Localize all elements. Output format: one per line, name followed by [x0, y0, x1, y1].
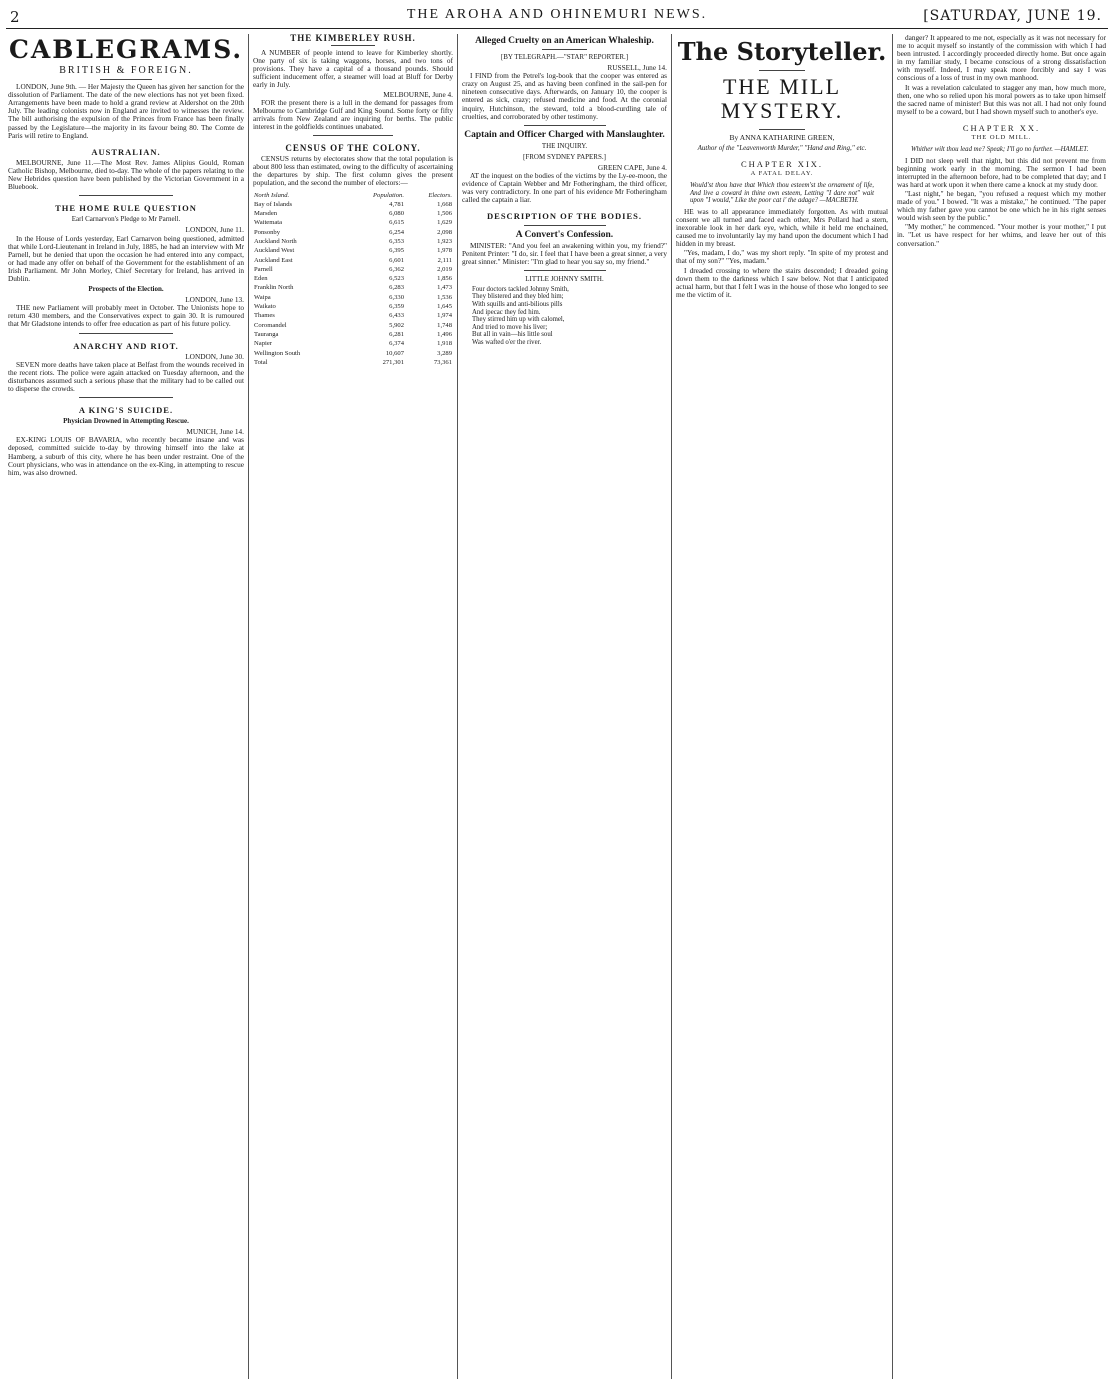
- column-rule: [457, 34, 458, 1379]
- article-paragraph: AT the inquest on the bodies of the victims by the Ly-ee-moon, the evidence of Captain Webber and Mr Fotheringham, the third officer, was very contradictory. In one part of his evidence Mr Fotheringham called the captain a liar.: [462, 171, 667, 205]
- census-row: [253, 321, 453, 330]
- column-news: [462, 34, 667, 1379]
- electors-value: 1,856: [437, 275, 452, 283]
- divider: [524, 225, 606, 226]
- whaleship-source: [BY TELEGRAPH.—"STAR" REPORTER.]: [500, 53, 629, 61]
- electors-value: 1,536: [437, 293, 452, 301]
- storyteller-heading: The Storyteller.: [677, 37, 887, 66]
- article-paragraph: In the House of Lords yesterday, Earl Carnarvon being questioned, admitted that while Lord-Lieutenant in Ireland in July, 1885, he had an interview with Mr Parnell, but he denied that upon the occasion he had entered into any compact, or had made any offer on behalf of the Government for the establishment of an Irish Parliament. Mr John Morley, Chief Secretary for Ireland, has arrived in Dublin.: [8, 233, 244, 283]
- electors-value: 1,473: [437, 284, 452, 292]
- article-paragraph: EX-KING LOUIS OF BAVARIA, who recently became insane and was deposed, committed suicide to-day by throwing himself into the lake at Hamberg, a suburb of this city, where he has been under restraint. One of the Court physicians, who was in attendance on the ex-King, in attempting to rescue him, was also drowned.: [8, 435, 244, 477]
- chapter-epigraph: Whither wilt thou lead me? Speak; I'll go no further. —HAMLET.: [911, 146, 1089, 154]
- column-rule: [671, 34, 672, 1379]
- poem-line: They blistered and they bled him;: [472, 293, 564, 301]
- census-row: [253, 246, 453, 255]
- cablegrams-heading: CABLEGRAMS.: [8, 35, 244, 64]
- column-rule: [892, 34, 893, 1379]
- column-story-continued: [897, 34, 1106, 1379]
- article-paragraph: SEVEN more deaths have taken place at Belfast from the wounds received in the recent riots. The police were again attacked on Tuesday afternoon, and the disturbances assumed such a serious phase that the military had to be called out to disperse the crowds.: [8, 359, 244, 393]
- story-title: THE MILL MYSTERY.: [720, 74, 844, 123]
- electors-value: 1,974: [437, 312, 452, 320]
- population-value: 6,374: [389, 340, 404, 348]
- kimberley-heading: THE KIMBERLEY RUSH.: [290, 34, 416, 43]
- census-total-elec: 73,361: [433, 358, 452, 366]
- census-col-header: Electors.: [428, 191, 452, 199]
- electors-value: 1,629: [437, 219, 452, 227]
- poem-line: They stirred him up with calomel,: [472, 316, 565, 324]
- king-suicide-heading: A KING'S SUICIDE.: [78, 405, 174, 416]
- story-paragraph: I dreaded crossing to where the stairs descended; I dreaded going down them to the darkness which I saw below. Not that I anticipated actual harm, but that I felt I was in the house of those who longed to see me the victim of it.: [676, 265, 888, 299]
- chapter-heading: CHAPTER XX.: [962, 122, 1041, 133]
- electors-value: 1,978: [437, 247, 452, 255]
- electors-value: 1,668: [437, 200, 452, 208]
- king-suicide-subheading: Physician Drowned in Attempting Rescue.: [63, 417, 189, 426]
- electorate-name: Tauranga: [254, 330, 279, 338]
- population-value: 6,523: [389, 275, 404, 283]
- poem-line: Was wafted o'er the river.: [472, 339, 542, 347]
- dateline: RUSSELL, June 14.: [607, 63, 667, 73]
- population-value: 6,601: [389, 256, 404, 264]
- column-storyteller: [676, 34, 888, 1379]
- page-number: 2: [10, 8, 20, 26]
- whaleship-heading: Alleged Cruelty on an American Whaleship.: [475, 36, 654, 46]
- electorate-name: Auckland West: [254, 247, 295, 255]
- australian-heading: AUSTRALIAN.: [91, 146, 161, 157]
- story-paragraph: HE was to all appearance immediately forgotten. As with mutual consent we all turned and faced each other, Mrs Pollard had a stern, inexorable look in her dark eye, which, while it held me enchained, caused me to involuntarily lay my hand upon the document which I had hidden in my breast.: [676, 206, 888, 249]
- dateline: LONDON, June 11.: [185, 225, 244, 235]
- divider: [331, 45, 375, 46]
- poem-line: And tried to move his liver;: [472, 323, 548, 331]
- census-header-row: [253, 191, 453, 200]
- electorate-name: Waikato: [254, 303, 276, 311]
- article-paragraph: A NUMBER of people intend to leave for Kimberley shortly. One party of six is taking waggons, horses, and two tons of provisions. They have a capital of a thousand pounds. Should sufficient inducement offer, a steamer will load at Bluff for Derby early in July.: [253, 48, 453, 90]
- census-row: [253, 349, 453, 358]
- poem: [472, 286, 657, 347]
- prospects-heading: Prospects of the Election.: [88, 285, 164, 294]
- census-col-header: Population.: [373, 191, 404, 199]
- column-cablegrams: [8, 34, 244, 1379]
- population-value: 6,359: [389, 303, 404, 311]
- population-value: 6,433: [389, 312, 404, 320]
- electors-value: 1,496: [437, 330, 452, 338]
- electors-value: 1,645: [437, 303, 452, 311]
- population-value: 6,330: [389, 293, 404, 301]
- divider: [524, 270, 606, 271]
- electorate-name: Coromandel: [254, 321, 287, 329]
- divider: [542, 49, 587, 50]
- poem-line: Four doctors tackled Johnny Smith,: [472, 285, 569, 293]
- electors-value: 1,506: [437, 210, 452, 218]
- census-total-pop: 271,301: [382, 358, 404, 366]
- british-foreign-subheading: BRITISH & FOREIGN.: [59, 65, 193, 76]
- chapter-epigraph: Would'st thou have that Which thou esteem'st the ornament of life, And live a coward in thine own esteem, Letting "I dare not" wait upon "I would," Like the poor cat i' the adage? —MACBETH.: [690, 182, 874, 205]
- divider: [759, 70, 806, 71]
- masthead: [6, 6, 1108, 29]
- home-rule-subheading: Earl Carnarvon's Pledge to Mr Parnell.: [71, 215, 181, 224]
- population-value: 6,395: [389, 247, 404, 255]
- chapter-heading: CHAPTER XIX.: [740, 159, 824, 170]
- census-row: [253, 293, 453, 302]
- dateline: GREEN CAPE, June 4.: [597, 162, 667, 172]
- electors-value: 3,289: [437, 349, 452, 357]
- census-row: [253, 228, 453, 237]
- electorate-name: Wellington South: [254, 349, 301, 357]
- census-row: [253, 237, 453, 246]
- electors-value: 2,111: [437, 256, 452, 264]
- electorate-name: Bay of Islands: [254, 200, 293, 208]
- column-kimberley-census: [253, 34, 453, 1379]
- electors-value: 1,748: [437, 321, 452, 329]
- story-byline: By ANNA KATHARINE GREEN,: [729, 133, 835, 142]
- electors-value: 1,923: [437, 237, 452, 245]
- newspaper-title: THE AROHA AND OHINEMURI NEWS.: [406, 7, 708, 22]
- electorate-name: Marsden: [254, 210, 278, 218]
- census-row: [253, 200, 453, 209]
- electorate-name: Franklin North: [254, 284, 294, 292]
- electorate-name: Ponsonby: [254, 228, 281, 236]
- census-col-header: North Island.: [254, 191, 290, 199]
- column-rule: [248, 34, 249, 1379]
- electorate-name: Thames: [254, 312, 275, 320]
- story-paragraph: It was a revelation calculated to stagger any man, how much more, then, one who so relied upon his moral powers as to take upon himself the sacred name of minister! But this was not all. I had not only found myself to be a coward, but I had shown myself such to another's eye.: [897, 82, 1106, 116]
- population-value: 6,281: [389, 330, 404, 338]
- electorate-name: Parnell: [254, 265, 273, 273]
- anarchy-heading: ANARCHY AND RIOT.: [73, 340, 179, 351]
- electorate-name: Waitemata: [254, 219, 283, 227]
- convert-heading: A Convert's Confession.: [515, 229, 614, 240]
- census-row: [253, 339, 453, 348]
- captain-source: [FROM SYDNEY PAPERS.]: [523, 152, 606, 161]
- article-paragraph: FOR the present there is a lull in the demand for passages from Melbourne to Cambridge Gulf and King Sound. Some forty or fifty arrivals from New Zealand are inquiring for berths. The public interest in the goldfields continues unabated.: [253, 97, 453, 131]
- story-paragraph: "Last night," he began, "you refused a request which my mother made of you." I bowed. "It was a mistake," he continued. "The paper which my father gave you cannot be one which he in his right senses would wish seen by the public.": [897, 189, 1106, 223]
- divider: [759, 129, 806, 130]
- chapter-subtitle: THE OLD MILL.: [971, 134, 1032, 142]
- story-paragraph: "My mother," he commenced. "Your mother is your mother," I put in. "Let us have respect for her whims, and leave her out of this conversation.": [897, 222, 1106, 248]
- story-paragraph: I DID not sleep well that night, but this did not prevent me from beginning work early in the morning. The sermon I had been interrupted in the afternoon before, had to be completed that day; and I was hard at work upon it when there came a knock at my study door.: [897, 155, 1106, 189]
- article-paragraph: LONDON, June 9th. — Her Majesty the Queen has given her sanction for the dissolution of Parliament. The date of the new elections has not yet been fixed. Arrangements have been made to hold a grand review at Aldershot on the 20th July. The leading colonists now in England are invited to witnesses the review. The bill authorising the expulsion of the Princes from France has been finally passed by the Legislature—the majority in its favour being 80. The Comte de Paris will retire to England.: [8, 82, 244, 140]
- census-table: [253, 191, 453, 368]
- population-value: 10,607: [385, 349, 404, 357]
- population-value: 6,283: [389, 284, 404, 292]
- census-row: [253, 265, 453, 274]
- census-row: [253, 256, 453, 265]
- census-row: [253, 283, 453, 292]
- divider: [524, 125, 606, 126]
- electorate-name: Napier: [254, 340, 272, 348]
- census-row: [253, 209, 453, 218]
- divider: [79, 333, 173, 334]
- census-heading: CENSUS OF THE COLONY.: [285, 143, 421, 154]
- divider: [313, 135, 393, 136]
- electorate-name: Eden: [254, 275, 268, 283]
- captain-subheading: THE INQUIRY.: [541, 141, 588, 150]
- electorate-name: Auckland North: [254, 237, 297, 245]
- population-value: 6,362: [389, 265, 404, 273]
- article-paragraph: MINISTER: "And you feel an awakening within you, my friend?" Penitent Printer: "I do, sir. I feel that I have been a great sinner, a very great sinner." Minister: "I'm glad to hear you say so, my friend.": [462, 240, 667, 266]
- dateline: LONDON, June 30.: [185, 351, 244, 361]
- population-value: 6,353: [389, 237, 404, 245]
- census-row: [253, 311, 453, 320]
- census-row: [253, 274, 453, 283]
- population-value: 5,902: [389, 321, 404, 329]
- divider: [79, 397, 173, 398]
- census-total-row: [253, 358, 453, 367]
- electorate-name: Waipa: [254, 293, 271, 301]
- census-row: [253, 330, 453, 339]
- captain-heading: Captain and Officer Charged with Manslaughter.: [464, 129, 665, 140]
- poem-heading: LITTLE JOHNNY SMITH.: [525, 274, 604, 283]
- census-row: [253, 302, 453, 311]
- poem-line: With squills and anti-bilious pills: [472, 301, 563, 309]
- article-paragraph: MELBOURNE, June 11.—The Most Rev. James Alipius Gould, Roman Catholic Bishop, Melbourne, died to-day. The whole of the papers relating to the New Hebrides question have been published by the Victorian Government in a Bluebook.: [8, 157, 244, 192]
- dateline: MELBOURNE, June 4.: [383, 89, 453, 99]
- story-byline-credits: Author of the "Leavenworth Murder," "Hand and Ring," etc.: [697, 144, 867, 153]
- newspaper-page: [6, 6, 1108, 1385]
- divider: [79, 195, 173, 196]
- electorate-name: Auckland East: [254, 256, 293, 264]
- census-total-label: Total: [254, 358, 268, 366]
- electors-value: 2,019: [437, 265, 452, 273]
- population-value: 6,615: [389, 219, 404, 227]
- divider: [100, 79, 152, 80]
- issue-date: [SATURDAY, JUNE 19.: [923, 8, 1102, 24]
- article-paragraph: CENSUS returns by electorates show that the total population is about 800 less than estimated, owing to the difficulty of ascertaining the departures by ship. The first column gives the present population, and the second the number of electors:—: [253, 154, 453, 188]
- population-value: 6,080: [389, 210, 404, 218]
- article-paragraph: I FIND from the Petrel's log-book that the cooper was entered as crazy on August 25, and as having been confined in the sail-pen for nineteen consecutive days. Afterwards, on January 10, the cooper is entered as sick, crazy; refused medicine and food. At the coronial inquiry, Hutchinson, the steward, told a blood-curdling tale of cruelties, and corroborated by other testimony.: [462, 71, 667, 121]
- dateline: MUNICH, June 14.: [186, 427, 244, 437]
- description-heading: DESCRIPTION OF THE BODIES.: [487, 211, 642, 222]
- population-value: 6,254: [389, 228, 404, 236]
- dateline: LONDON, June 13.: [185, 295, 244, 305]
- story-paragraph: "Yes, madam, I do," was my short reply. "In spite of my protest and that of my son?" "Yes, madam.": [676, 248, 888, 266]
- poem-line: But all in vain—his little soul: [472, 331, 553, 339]
- home-rule-heading: THE HOME RULE QUESTION: [55, 203, 197, 214]
- poem-line: And ipecac they fed him.: [472, 308, 541, 316]
- chapter-subtitle: A FATAL DELAY.: [750, 170, 814, 178]
- census-row: [253, 218, 453, 227]
- electors-value: 2,098: [437, 228, 452, 236]
- population-value: 4,781: [389, 200, 404, 208]
- story-paragraph: danger? It appeared to me not, especially as it was not necessary for me to acquit myself so instantly of the commission with which I had been intrusted. I accordingly proceeded directly home. But once again in my familiar study, I became conscious of a strong dissatisfaction with myself. Indeed, I may speak more forcibly and say I was conscious of a loss of trust in my own manhood.: [897, 34, 1106, 83]
- article-paragraph: THE new Parliament will probably meet in October. The Unionists hope to return 430 members, and the Conservatives expect to gain 30. It is rumoured that Mr Gladstone intends to offer free education as part of his future policy.: [8, 303, 244, 329]
- electors-value: 1,918: [437, 340, 452, 348]
